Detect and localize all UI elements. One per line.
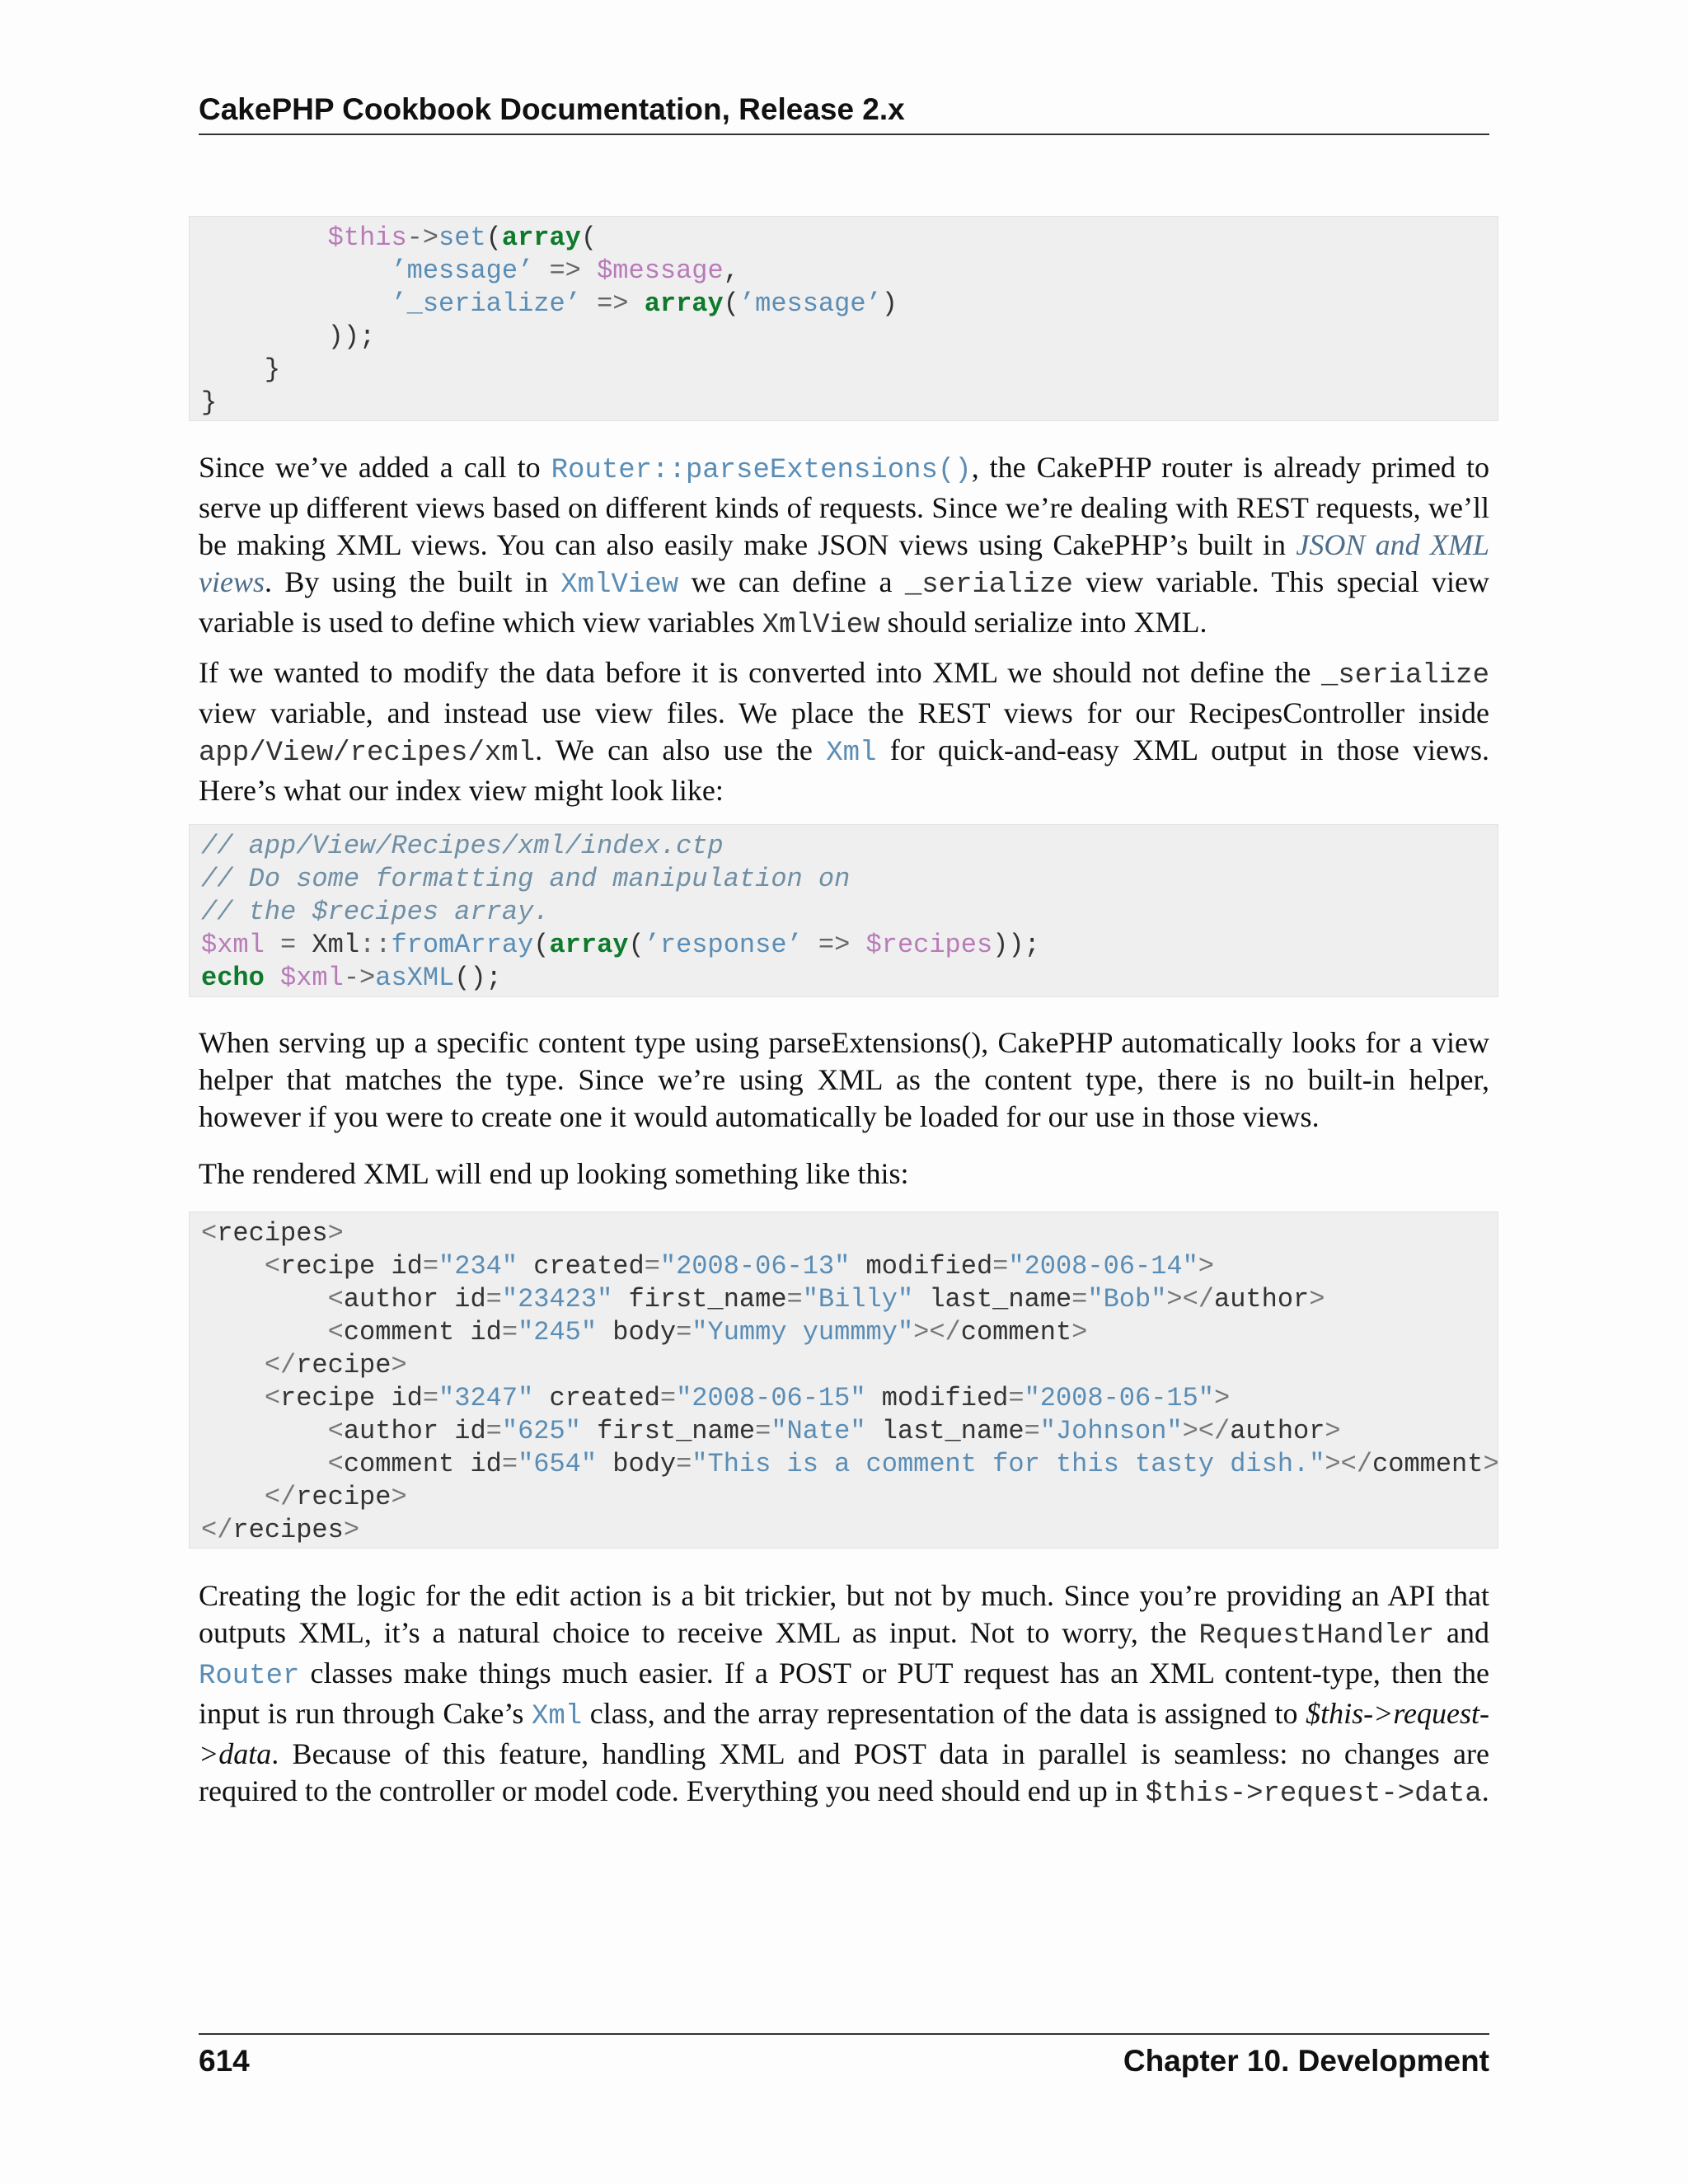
code-line: <author id="23423" first_name="Billy" last_name="Bob"></author> (327, 1284, 1325, 1315)
code-line: </recipe> (264, 1482, 407, 1512)
page-header-title: CakePHP Cookbook Documentation, Release 2.x (199, 92, 1489, 135)
code-line: <recipes> (201, 1218, 344, 1249)
code-line: <recipe id="234" created="2008-06-13" modified="2008-06-14"> (264, 1251, 1214, 1282)
code-line: </recipe> (264, 1350, 407, 1380)
paragraph-edit-action: Creating the logic for the edit action is a bit trickier, but not by much. Since you’re providing an API that outputs XML, it’s a natural choice to receive XML as input. Not to worry, the RequestHandler and Router classes make things much easier. If a POST or PUT request has an XML content-type, then the input is run through Cake’s Xml class, and the array representation of the data is assigned to $this->request->data. Because of this feature, handling XML and POST data in parallel is seamless: no changes are required to the controller or model code. Everything you need should end up in $this->request->data. (199, 1579, 1489, 1810)
code-line: )); (327, 321, 376, 352)
footer-divider (199, 2033, 1489, 2035)
xml-class-link[interactable]: Xml (531, 1701, 583, 1732)
code-line: // the $recipes array. (201, 897, 550, 927)
paragraph-router-extensions: Since we’ve added a call to Router::parseExtensions(), the CakePHP router is already primed to serve up different views based on different kinds of requests. Since we’re dealing with REST requests, we’ll be making XML views. You can also easily make JSON views using CakePHP’s built in JSON and XML views. By using the built in XmlView we can define a _serialize view variable. This special view variable is used to define which view variables XmlView should serialize into XML. (199, 451, 1490, 641)
code-line: ’_serialize’ => array(’message’) (391, 288, 898, 319)
page-number: 614 (199, 2044, 250, 2078)
code-line: // Do some formatting and manipulation on (201, 864, 851, 894)
code-line: <comment id="654" body="This is a comment for this tasty dish."></comment> (327, 1449, 1499, 1479)
code-block-controller (189, 216, 1498, 421)
chapter-title: Chapter 10. Development (1123, 2044, 1489, 2078)
code-line: $xml = Xml::fromArray(array(’response’ => $recipes)); (201, 930, 1040, 960)
json-xml-views-link[interactable]: JSON and XML views (199, 528, 1489, 598)
router-class-link[interactable]: Router (199, 1661, 300, 1692)
code-block-rendered-xml (189, 1212, 1498, 1549)
router-parse-extensions-link[interactable]: Router::parseExtensions() (551, 455, 972, 486)
code-line: echo $xml->asXML(); (201, 963, 502, 993)
paragraph-modify-data: If we wanted to modify the data before it is converted into XML we should not define the _serialize view variable, and instead use view files. We place the REST views for our RecipesController inside app/View/recipes/xml. We can also use the Xml for quick-and-easy XML output in those views. Here’s what our index view might look like: (199, 656, 1489, 807)
code-line: <recipe id="3247" created="2008-06-15" modified="2008-06-15"> (264, 1383, 1231, 1413)
code-line: <author id="625" first_name="Nate" last_name="Johnson"></author> (327, 1416, 1341, 1446)
code-line: } (201, 387, 218, 418)
code-line: <comment id="245" body="Yummy yummmy"></comment> (327, 1317, 1088, 1347)
code-line: </recipes> (201, 1515, 360, 1545)
code-block-index-view (189, 824, 1498, 997)
code-line: } (264, 354, 281, 385)
code-line: $this->set(array( (327, 223, 598, 253)
code-line: // app/View/Recipes/xml/index.ctp (201, 831, 724, 861)
paragraph-rendered-xml-intro: The rendered XML will end up looking something like this: (199, 1157, 909, 1190)
code-line: ’message’ => $message, (391, 255, 739, 286)
xml-class-link[interactable]: Xml (826, 738, 877, 769)
xmlview-link[interactable]: XmlView (560, 569, 679, 601)
paragraph-content-type-helper: When serving up a specific content type using parseExtensions(), CakePHP automatically looks for a view helper that matches the type. Since we’re using XML as the content type, there is no built-in helper, however if you were to create one it would automatically be loaded for our use in those views. (199, 1026, 1489, 1133)
